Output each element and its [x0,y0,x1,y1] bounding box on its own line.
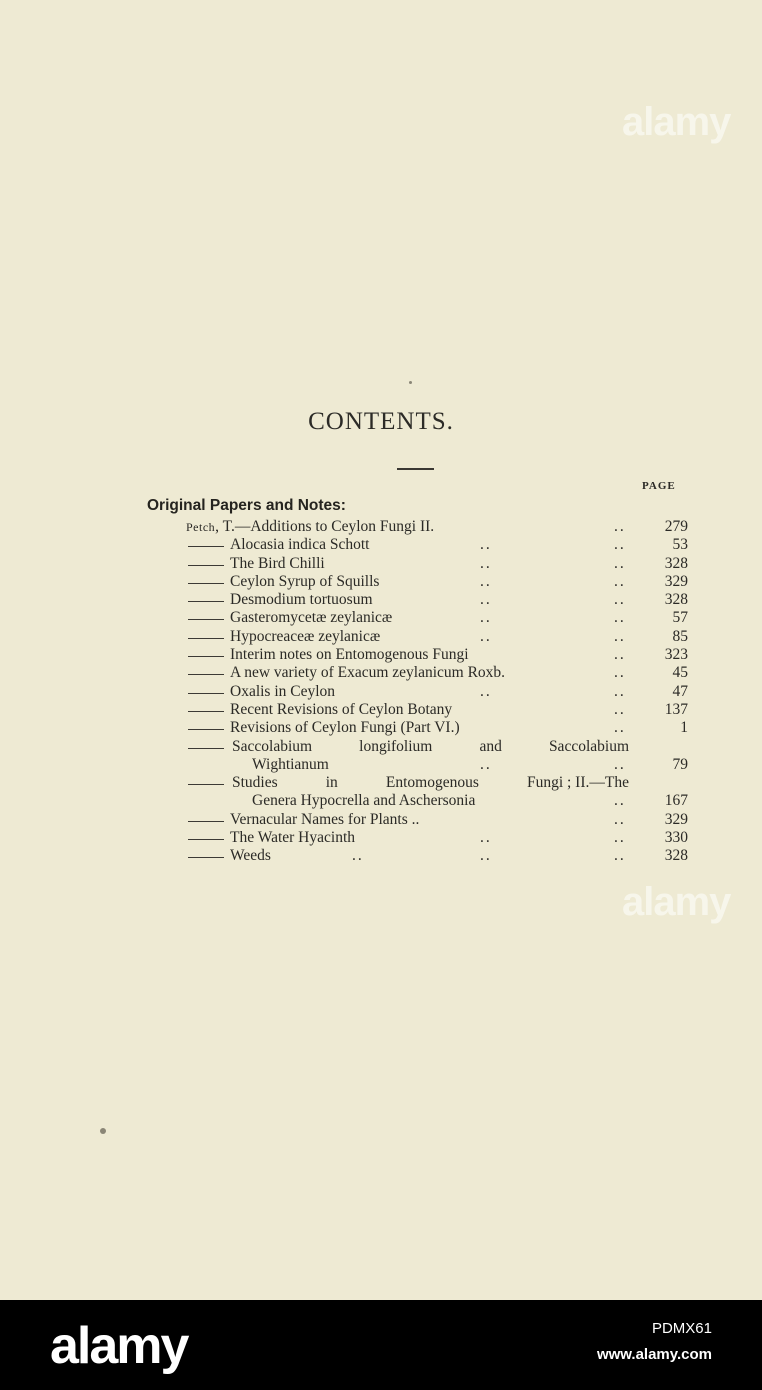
leader-dots: .. [614,554,626,572]
leader-dots: .. [614,536,626,554]
list-item [0,628,762,646]
watermark: alamy [622,880,731,924]
entry-text-line1 [232,774,629,792]
ditto-dash [188,619,224,620]
section-heading: Original Papers and Notes: [147,497,346,514]
page-number: 328 [664,847,688,865]
entry-title: , T.—Additions to Ceylon Fungi II. [215,518,435,535]
contents-list [0,518,762,866]
leader-dots: .. [614,755,626,773]
entry-title: Revisions of Ceylon Fungi (Part VI.) [230,719,460,737]
ditto-dash [188,674,224,675]
page-column-label: PAGE [642,480,676,492]
list-item [0,536,762,554]
leader-dots: .. [480,536,492,554]
entry-title: Recent Revisions of Ceylon Botany [230,700,453,718]
page-number: 330 [664,829,688,847]
list-item [0,609,762,627]
leader-dots: .. [352,847,364,865]
entry-title: Ceylon Syrup of Squills [230,572,380,590]
page-number: 137 [664,700,688,718]
entry-text [186,518,434,536]
leader-dots: .. [614,518,626,535]
leader-dots: .. [480,755,492,773]
ditto-dash [188,729,224,730]
page-number: 329 [664,810,688,828]
list-item [0,701,762,719]
entry-title: Desmodium tortuosum [230,591,373,609]
author-name: Petch [186,520,216,534]
leader-dots: .. [614,829,626,847]
page-number: 53 [672,536,688,554]
leader-dots: .. [480,829,492,847]
word: Saccolabium [548,737,629,755]
word: longifolium [359,737,433,755]
ditto-dash [188,638,224,639]
page-number: 328 [664,591,688,609]
page-number: 79 [672,755,688,773]
watermark: alamy [622,100,731,144]
page-number: 323 [664,646,688,664]
leader-dots: .. [614,847,626,865]
paper-speck [409,381,412,384]
leader-dots: .. [614,810,626,828]
footer-logo: alamy [50,1317,188,1375]
list-item [0,829,762,847]
ditto-dash [188,601,224,602]
entry-title: Oxalis in Ceylon [230,682,336,700]
page-number: 85 [672,627,688,645]
ditto-dash [188,546,224,547]
leader-dots: .. [614,664,626,682]
footer-url: www.alamy.com [596,1346,712,1363]
list-item [0,518,762,536]
paper-speck [100,1128,106,1134]
ditto-dash [188,656,224,657]
page-number: 45 [672,664,688,682]
list-item [0,555,762,573]
entry-title: Weeds [230,847,271,865]
page-number: 1 [680,719,688,737]
entry-title: Vernacular Names for Plants .. [230,810,420,828]
entry-title: Hypocreaceæ zeylanicæ [230,627,381,645]
list-item [0,774,762,811]
ditto-dash [188,583,224,584]
leader-dots: .. [614,719,626,737]
leader-dots: .. [480,847,492,865]
word: Saccolabium [232,737,313,755]
entry-title: The Bird Chilli [230,554,325,572]
page-title: CONTENTS. [308,408,454,435]
leader-dots: .. [480,554,492,572]
list-item [0,811,762,829]
leader-dots: .. [614,572,626,590]
leader-dots: .. [480,609,492,627]
page-number: 47 [672,682,688,700]
list-item [0,683,762,701]
word: Fungi ; II.—The [526,774,629,792]
list-item [0,847,762,865]
list-item [0,646,762,664]
entry-title: Gasteromycetæ zeylanicæ [230,609,393,627]
word: and [479,737,502,755]
ditto-dash [188,711,224,712]
image-code: PDMX61 [651,1320,712,1337]
leader-dots: .. [614,591,626,609]
title-rule [397,468,434,470]
ditto-dash [188,565,224,566]
ditto-dash [188,839,224,840]
leader-dots: .. [614,682,626,700]
leader-dots: .. [614,646,626,664]
entry-text-line2: Wightianum [252,755,329,773]
entry-text-line2: Genera Hypocrella and Aschersonia [252,792,476,810]
entry-title: Interim notes on Entomogenous Fungi [230,646,469,664]
page-number: 167 [664,792,688,810]
leader-dots: .. [480,682,492,700]
list-item [0,573,762,591]
ditto-dash [188,748,224,749]
entry-text-line1 [232,738,629,756]
page-number: 329 [664,572,688,590]
page-number: 328 [664,554,688,572]
entry-title: Alocasia indica Schott [230,536,370,554]
entry-title: The Water Hyacinth [230,829,355,847]
leader-dots: .. [614,627,626,645]
word: Studies [232,774,278,792]
page-number: 57 [672,609,688,627]
ditto-dash [188,784,224,785]
ditto-dash [188,693,224,694]
ditto-dash [188,821,224,822]
leader-dots: .. [480,591,492,609]
word: in [325,774,338,792]
leader-dots: .. [614,700,626,718]
page-number: 279 [664,518,688,535]
leader-dots: .. [614,792,626,810]
list-item [0,719,762,737]
leader-dots: .. [480,572,492,590]
list-item [0,664,762,682]
ditto-dash [188,857,224,858]
list-item [0,738,762,775]
word: Entomogenous [385,774,479,792]
leader-dots: .. [614,609,626,627]
list-item [0,591,762,609]
entry-title: A new variety of Exacum zeylanicum Roxb. [230,664,506,682]
leader-dots: .. [480,627,492,645]
